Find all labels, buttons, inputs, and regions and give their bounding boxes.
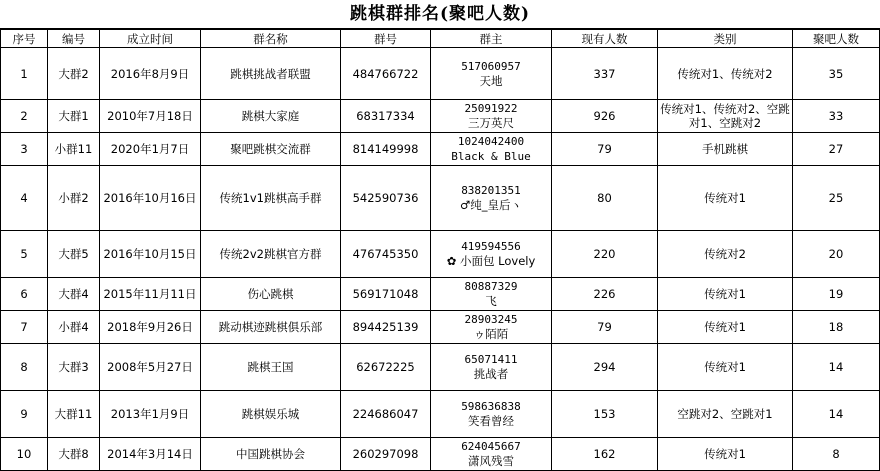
- cell-members: 153: [552, 391, 658, 438]
- owner-id: 80887329: [464, 280, 518, 293]
- cell-owner: [431, 438, 552, 471]
- cell-owner: [431, 133, 552, 166]
- cell-group-name: 跳棋娱乐城: [201, 391, 341, 438]
- cell-code: 大群8: [48, 438, 100, 471]
- header-row: [1, 30, 880, 48]
- cell-index: 4: [1, 166, 48, 231]
- owner-name: 三万英尺: [468, 116, 514, 130]
- cell-category: 传统对1、传统对2: [658, 48, 793, 100]
- cell-members: 337: [552, 48, 658, 100]
- cell-ju-count: 25: [793, 166, 880, 231]
- cell-group-number: 814149998: [341, 133, 431, 166]
- cell-code: 大群4: [48, 278, 100, 311]
- cell-group-number: 569171048: [341, 278, 431, 311]
- cell-code: 大群2: [48, 48, 100, 100]
- cell-members: 926: [552, 100, 658, 133]
- table-row: [1, 311, 880, 344]
- cell-code: 大群1: [48, 100, 100, 133]
- cell-code: 大群5: [48, 231, 100, 278]
- owner-id: 624045667: [461, 440, 521, 453]
- cell-members: 162: [552, 438, 658, 471]
- cell-code: 小群2: [48, 166, 100, 231]
- cell-members: 226: [552, 278, 658, 311]
- cell-ju-count: 20: [793, 231, 880, 278]
- cell-index: 6: [1, 278, 48, 311]
- cell-group-number: 224686047: [341, 391, 431, 438]
- cell-group-name: 传统2v2跳棋官方群: [201, 231, 341, 278]
- cell-index: 8: [1, 344, 48, 391]
- owner-id: 65071411: [464, 353, 518, 366]
- cell-founded: 2015年11月11日: [100, 278, 201, 311]
- cell-group-name: 跳动棋迹跳棋俱乐部: [201, 311, 341, 344]
- owner-id: 598636838: [461, 400, 521, 413]
- cell-category: 传统对2: [658, 231, 793, 278]
- cell-category: 传统对1: [658, 344, 793, 391]
- cell-ju-count: 19: [793, 278, 880, 311]
- cell-code: 大群11: [48, 391, 100, 438]
- table-row: [1, 48, 880, 100]
- cell-group-name: 聚吧跳棋交流群: [201, 133, 341, 166]
- cell-ju-count: 27: [793, 133, 880, 166]
- cell-index: 3: [1, 133, 48, 166]
- cell-founded: 2016年10月16日: [100, 166, 201, 231]
- cell-category: 传统对1: [658, 166, 793, 231]
- cell-members: 220: [552, 231, 658, 278]
- cell-code: 大群3: [48, 344, 100, 391]
- cell-founded: 2008年5月27日: [100, 344, 201, 391]
- cell-group-number: 542590736: [341, 166, 431, 231]
- cell-code: 小群4: [48, 311, 100, 344]
- cell-index: 7: [1, 311, 48, 344]
- cell-group-number: 68317334: [341, 100, 431, 133]
- table-row: [1, 344, 880, 391]
- owner-id: 838201351: [461, 184, 521, 197]
- header-owner: 群主: [431, 30, 552, 48]
- cell-group-name: 传统1v1跳棋高手群: [201, 166, 341, 231]
- owner-name: 天地: [479, 73, 503, 88]
- cell-founded: 2018年9月26日: [100, 311, 201, 344]
- header-group-name: 群名称: [201, 30, 341, 48]
- owner-name: ✿ 小面包 Lovely: [446, 254, 536, 268]
- ranking-table: [0, 29, 880, 471]
- cell-owner: [431, 231, 552, 278]
- cell-owner: [431, 311, 552, 344]
- cell-category: 传统对1、传统对2、空跳对1、空跳对2: [658, 100, 793, 133]
- cell-owner: [431, 391, 552, 438]
- header-group-number: 群号: [341, 30, 431, 48]
- owner-name: 飞: [485, 294, 497, 308]
- owner-id: 1024042400: [457, 135, 525, 148]
- header-founded: 成立时间: [100, 30, 201, 48]
- header-code: 编号: [48, 30, 100, 48]
- cell-category: 手机跳棋: [658, 133, 793, 166]
- cell-code: 小群11: [48, 133, 100, 166]
- cell-group-number: 894425139: [341, 311, 431, 344]
- owner-name: 挑战者: [473, 367, 509, 381]
- cell-members: 79: [552, 133, 658, 166]
- cell-owner: [431, 48, 552, 100]
- cell-group-name: 跳棋挑战者联盟: [201, 48, 341, 100]
- cell-group-number: 260297098: [341, 438, 431, 471]
- cell-index: 10: [1, 438, 48, 471]
- cell-ju-count: 18: [793, 311, 880, 344]
- owner-name: 潇风残雪: [468, 454, 514, 468]
- cell-founded: 2016年8月9日: [100, 48, 201, 100]
- table-row: [1, 100, 880, 133]
- cell-group-number: 476745350: [341, 231, 431, 278]
- cell-category: 传统对1: [658, 278, 793, 311]
- header-members: 现有人数: [552, 30, 658, 48]
- cell-owner: [431, 278, 552, 311]
- cell-index: 1: [1, 48, 48, 100]
- sheet-title: 跳棋群排名(聚吧人数): [0, 0, 880, 29]
- cell-index: 5: [1, 231, 48, 278]
- table-row: [1, 166, 880, 231]
- cell-group-name: 跳棋王国: [201, 344, 341, 391]
- cell-group-number: 484766722: [341, 48, 431, 100]
- table-row: [1, 278, 880, 311]
- cell-group-number: 62672225: [341, 344, 431, 391]
- table-row: [1, 438, 880, 471]
- cell-ju-count: 33: [793, 100, 880, 133]
- cell-ju-count: 14: [793, 391, 880, 438]
- cell-members: 80: [552, 166, 658, 231]
- cell-owner: [431, 100, 552, 133]
- cell-owner: [431, 166, 552, 231]
- owner-name: 笑看曾经: [468, 414, 514, 428]
- cell-group-name: 中国跳棋协会: [201, 438, 341, 471]
- table-row: [1, 391, 880, 438]
- cell-index: 9: [1, 391, 48, 438]
- table-row: [1, 133, 880, 166]
- cell-group-name: 伤心跳棋: [201, 278, 341, 311]
- table-row: [1, 231, 880, 278]
- cell-founded: 2020年1月7日: [100, 133, 201, 166]
- owner-name: ゥ陌陌: [473, 327, 509, 341]
- cell-founded: 2016年10月15日: [100, 231, 201, 278]
- cell-category: 传统对1: [658, 438, 793, 471]
- owner-id: 28903245: [464, 313, 518, 326]
- cell-ju-count: 35: [793, 48, 880, 100]
- cell-ju-count: 14: [793, 344, 880, 391]
- cell-group-name: 跳棋大家庭: [201, 100, 341, 133]
- cell-founded: 2014年3月14日: [100, 438, 201, 471]
- cell-founded: 2013年1月9日: [100, 391, 201, 438]
- owner-id: 517060957: [461, 59, 521, 73]
- cell-founded: 2010年7月18日: [100, 100, 201, 133]
- owner-id: 419594556: [461, 240, 521, 253]
- cell-category: 传统对1: [658, 311, 793, 344]
- owner-id: 25091922: [464, 102, 518, 115]
- cell-ju-count: 8: [793, 438, 880, 471]
- cell-members: 79: [552, 311, 658, 344]
- header-category: 类别: [658, 30, 793, 48]
- header-index: 序号: [1, 30, 48, 48]
- owner-name: Black & Blue: [451, 150, 531, 163]
- cell-category: 空跳对2、空跳对1: [658, 391, 793, 438]
- owner-name: ♂纯_皇后ヽ: [459, 198, 523, 212]
- cell-owner: [431, 344, 552, 391]
- cell-index: 2: [1, 100, 48, 133]
- cell-members: 294: [552, 344, 658, 391]
- header-ju-count: 聚吧人数: [793, 30, 880, 48]
